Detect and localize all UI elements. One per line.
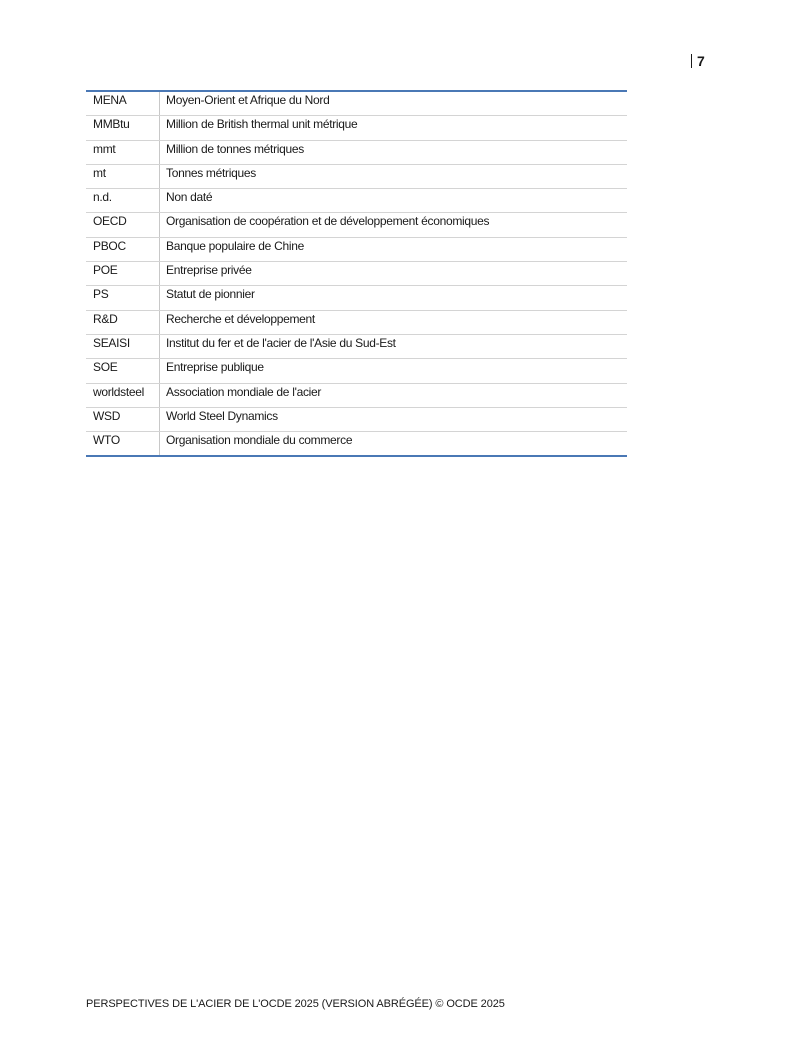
abbreviation-cell: mmt bbox=[86, 140, 160, 164]
table-row bbox=[86, 91, 627, 116]
abbreviation-cell: R&D bbox=[86, 310, 160, 334]
definition-cell: Entreprise publique bbox=[160, 359, 628, 383]
abbreviation-cell: worldsteel bbox=[86, 383, 160, 407]
abbreviation-cell: n.d. bbox=[86, 189, 160, 213]
abbreviation-cell: WSD bbox=[86, 407, 160, 431]
page-footer: PERSPECTIVES DE L'ACIER DE L'OCDE 2025 (VERSION ABRÉGÉE) © OCDE 2025 bbox=[86, 998, 505, 1010]
table-row bbox=[86, 286, 627, 310]
table-row bbox=[86, 359, 627, 383]
definition-cell: Institut du fer et de l'acier de l'Asie du Sud-Est bbox=[160, 334, 628, 358]
definition-cell: Statut de pionnier bbox=[160, 286, 628, 310]
definition-cell: Million de tonnes métriques bbox=[160, 140, 628, 164]
definition-cell: Entreprise privée bbox=[160, 262, 628, 286]
definition-cell: Association mondiale de l'acier bbox=[160, 383, 628, 407]
table-row bbox=[86, 383, 627, 407]
definition-cell: Non daté bbox=[160, 189, 628, 213]
table-row bbox=[86, 189, 627, 213]
definition-cell: Organisation mondiale du commerce bbox=[166, 433, 353, 448]
table-row bbox=[86, 407, 627, 431]
definition-cell: Moyen-Orient et Afrique du Nord bbox=[160, 91, 628, 116]
table-row bbox=[86, 213, 627, 237]
abbreviation-cell: OECD bbox=[86, 213, 160, 237]
abbreviation-cell: mt bbox=[86, 164, 160, 188]
definition-cell: Banque populaire de Chine bbox=[160, 237, 628, 261]
table-row bbox=[86, 164, 627, 188]
table-row bbox=[86, 116, 627, 140]
abbreviation-cell: SOE bbox=[86, 359, 160, 383]
abbreviation-cell: MMBtu bbox=[86, 116, 160, 140]
definition-cell: Organisation de coopération et de développement économiques bbox=[160, 213, 628, 237]
definition-cell: Recherche et développement bbox=[160, 310, 628, 334]
table-row bbox=[86, 262, 627, 286]
page-number bbox=[691, 53, 705, 69]
table-row bbox=[86, 310, 627, 334]
abbreviation-cell: PS bbox=[86, 286, 160, 310]
definition-cell: Tonnes métriques bbox=[160, 164, 628, 188]
abbreviation-cell: WTO bbox=[86, 432, 160, 457]
table-row bbox=[86, 334, 627, 358]
definition-cell: World Steel Dynamics bbox=[160, 407, 628, 431]
page-number-divider bbox=[691, 54, 692, 68]
table-row bbox=[86, 432, 627, 457]
definition-cell: Million de British thermal unit métrique bbox=[160, 116, 628, 140]
table-row bbox=[86, 237, 627, 261]
abbreviation-cell: POE bbox=[86, 262, 160, 286]
abbreviation-cell: MENA bbox=[86, 91, 160, 116]
abbreviation-cell: SEAISI bbox=[86, 334, 160, 358]
page-number-value: 7 bbox=[697, 53, 705, 69]
abbreviation-cell: PBOC bbox=[86, 237, 160, 261]
abbreviations-table bbox=[86, 90, 627, 457]
table-row bbox=[86, 140, 627, 164]
